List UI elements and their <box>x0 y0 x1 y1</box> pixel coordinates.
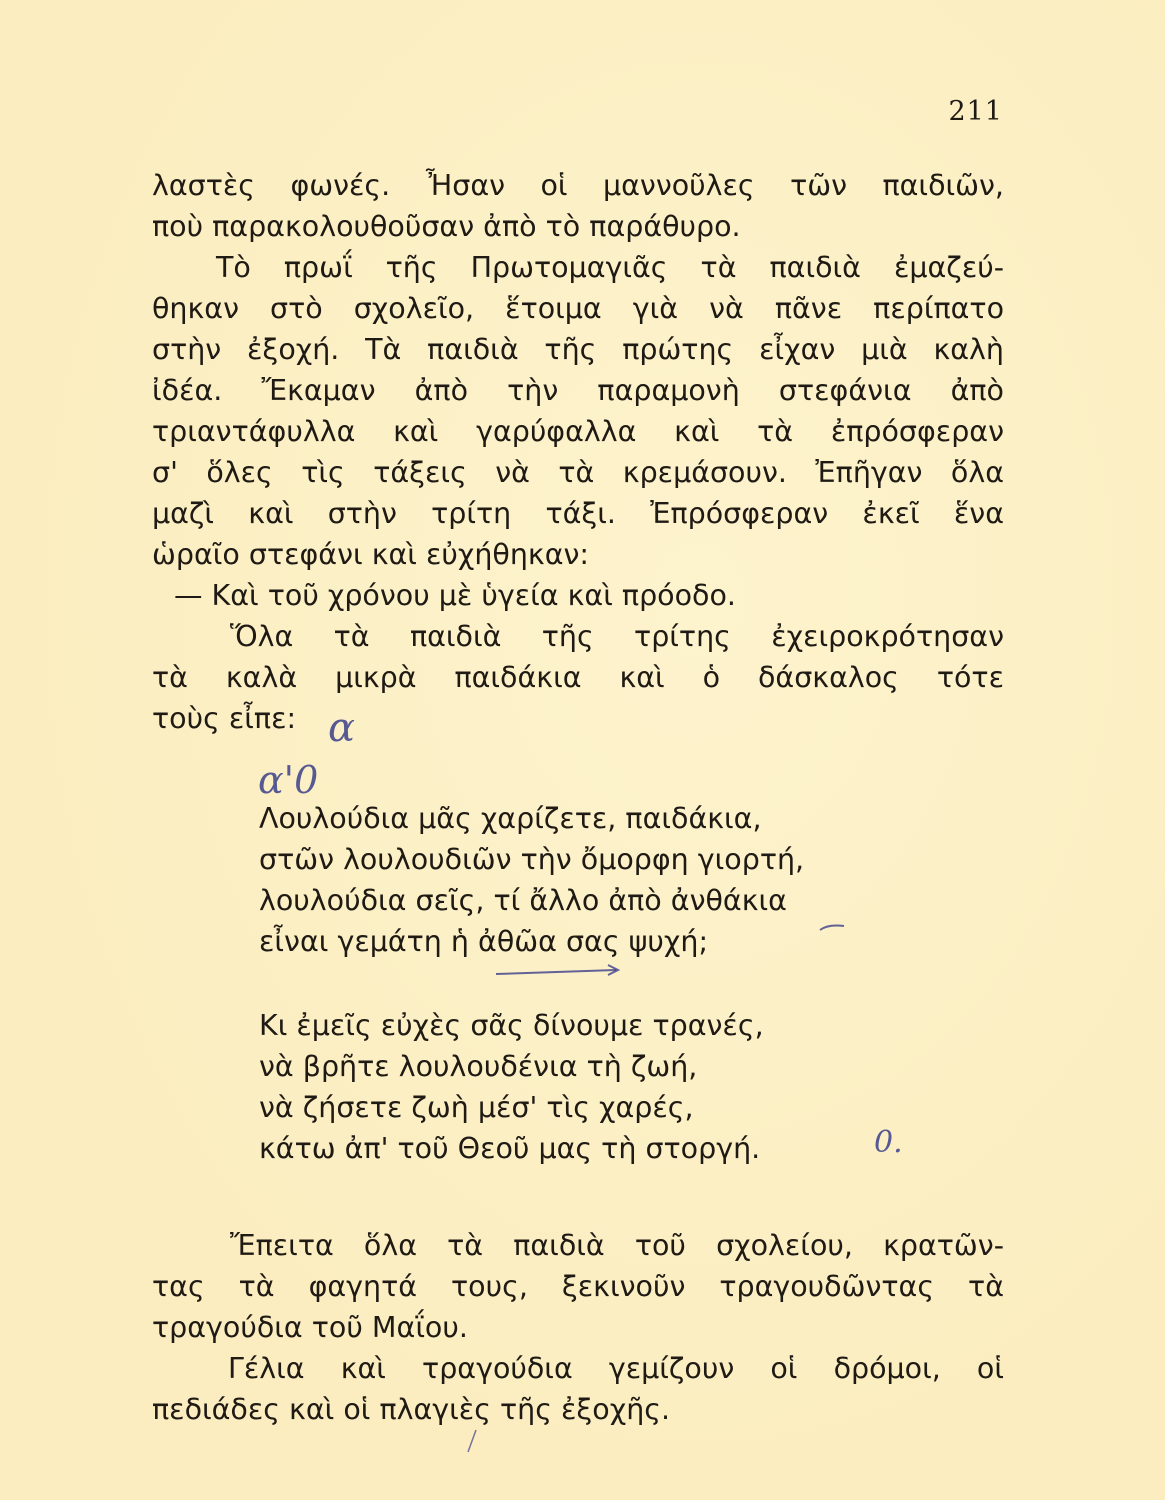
text-line: τοὺς εἶπε: <box>152 702 297 735</box>
dialogue-line: — Καὶ τοῦ χρόνου μὲ ὑγεία καὶ πρόοδο. <box>174 579 736 612</box>
text-line: μαζὶ καὶ στὴν τρίτη τάξι. Ἐπρόσφεραν ἐκεῖ ἕνα <box>152 497 1004 530</box>
handwritten-mark: α <box>328 705 356 751</box>
paragraph-block-2 <box>152 1225 1004 1430</box>
pen-tick-mark <box>818 918 848 938</box>
text-line: τας τὰ φαγητά τους, ξεκινοῦν τραγουδῶντας τὰ <box>152 1270 1004 1303</box>
text-line: τριαντάφυλλα καὶ γαρύφαλλα καὶ τὰ ἐπρόσφεραν <box>152 415 1004 448</box>
poem-line: νὰ ζήσετε ζωὴ μέσ' τὶς χαρές, <box>259 1091 694 1124</box>
text-line: ποὺ παρακολουθοῦσαν ἀπὸ τὸ παράθυρο. <box>152 210 741 243</box>
text-line: ὡραῖο στεφάνι καὶ εὐχήθηκαν: <box>152 538 590 571</box>
text-line: Γέλια καὶ τραγούδια γεμίζουν οἱ δρόμοι, οἱ <box>228 1352 1004 1385</box>
poem-line: λουλούδια σεῖς, τί ἄλλο ἀπὸ ἀνθάκια <box>259 884 787 917</box>
poem-line: κάτω ἀπ' τοῦ Θεοῦ μας τὴ στοργή. <box>259 1132 761 1165</box>
text-line: τὰ καλὰ μικρὰ παιδάκια καὶ ὁ δάσκαλος τότε <box>152 661 1004 694</box>
text-line: σ' ὅλες τὶς τάξεις νὰ τὰ κρεμάσουν. Ἐπῆγαν ὅλα <box>152 456 1004 489</box>
text-line: πεδιάδες καὶ οἱ πλαγιὲς τῆς ἐξοχῆς. <box>152 1393 671 1426</box>
text-line: λαστὲς φωνές. Ἦσαν οἱ μαννοῦλες τῶν παιδιῶν, <box>152 169 1004 202</box>
text-line: Ἔπειτα ὅλα τὰ παιδιὰ τοῦ σχολείου, κρατῶν- <box>230 1229 1004 1262</box>
poem-stanza-1 <box>259 798 804 962</box>
poem-line: στῶν λουλουδιῶν τὴν ὄμορφη γιορτή, <box>259 843 805 876</box>
text-line: ἰδέα. Ἔκαμαν ἀπὸ τὴν παραμονὴ στεφάνια ἀπὸ <box>152 374 1004 407</box>
paragraph-block-1 <box>152 165 1004 739</box>
poem-line: εἶναι γεμάτη ἡ ἀθῶα σας ψυχή; <box>259 925 709 958</box>
poem-line: Λουλούδια μᾶς χαρίζετε, παιδάκια, <box>259 802 762 835</box>
text-line: τραγούδια τοῦ Μαΐου. <box>152 1311 468 1344</box>
pen-arrow-mark <box>492 960 624 982</box>
text-line: Τὸ πρωΐ τῆς Πρωτομαγιᾶς τὰ παιδιὰ ἐμαζεύ- <box>216 251 1004 284</box>
poem-line: νὰ βρῆτε λουλουδένια τὴ ζωή, <box>259 1050 698 1083</box>
poem-stanza-2 <box>259 1005 764 1169</box>
poem-line: Κι ἐμεῖς εὐχὲς σᾶς δίνουμε τρανές, <box>259 1009 764 1042</box>
page-number: 211 <box>948 96 1003 127</box>
pen-slash-mark <box>462 1428 482 1454</box>
handwritten-mark: 0. <box>874 1125 903 1160</box>
handwritten-mark: α'0 <box>258 758 319 802</box>
text-line: στὴν ἐξοχή. Τὰ παιδιὰ τῆς πρώτης εἶχαν μιὰ καλὴ <box>152 333 1004 366</box>
text-line: θηκαν στὸ σχολεῖο, ἕτοιμα γιὰ νὰ πᾶνε περίπατο <box>152 292 1004 325</box>
text-line: Ὅλα τὰ παιδιὰ τῆς τρίτης ἐχειροκρότησαν <box>230 620 1004 653</box>
